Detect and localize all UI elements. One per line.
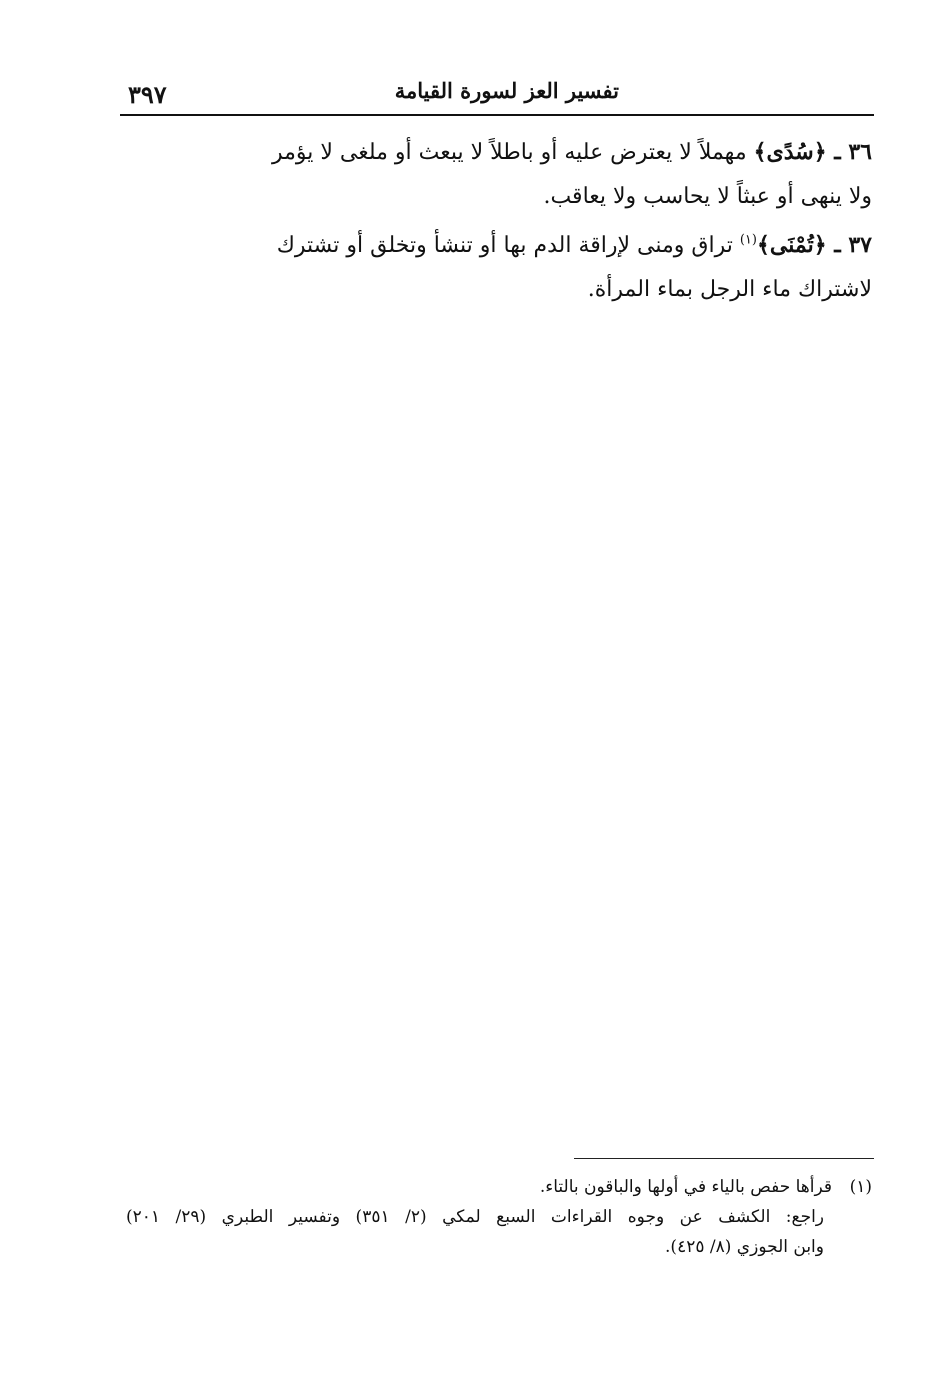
main-text	[126, 130, 872, 316]
footnote-marker: (١)	[849, 1177, 872, 1197]
running-title: تفسير العز لسورة القيامة	[394, 78, 619, 103]
entry-37	[126, 223, 872, 312]
footnote-reference-line	[126, 1202, 872, 1232]
page-header	[120, 72, 874, 112]
entry-dash: ـ	[826, 232, 849, 258]
quran-word: ﴿تُمْنَى﴾	[756, 232, 827, 258]
entry-number: ٣٧	[848, 232, 872, 258]
entry-36	[126, 130, 872, 219]
entry-text-line: لاشتراك ماء الرجل بماء المرأة.	[587, 277, 872, 302]
entry-dash: ـ	[826, 139, 849, 165]
header-rule	[120, 114, 874, 116]
footnote-reference[interactable]: (١)	[739, 232, 757, 248]
footnote-text: قرأها حفص بالياء في أولها والباقون بالتاء.	[539, 1177, 832, 1197]
entry-text-line: تراق ومنى لإراقة الدم بها أو تنشأ وتخلق أو تشترك	[276, 233, 740, 258]
footnote-reference-line	[126, 1232, 872, 1262]
entry-text-line: مهملاً لا يعترض عليه أو باطلاً لا يبعث أو ملغى لا يؤمر	[271, 140, 754, 165]
entry-text-line: ولا ينهى أو عبثاً لا يحاسب ولا يعاقب.	[543, 184, 872, 209]
footnote-divider	[574, 1158, 874, 1159]
quran-word: ﴿سُدًى﴾	[753, 139, 827, 165]
page-number: ٣٩٧	[128, 80, 167, 109]
entry-number: ٣٦	[848, 139, 872, 165]
footnote-1	[126, 1172, 872, 1202]
footnote-text: راجع: الكشف عن وجوه القراءات السبع لمكي (٢/ ٣٥١) وتفسير الطبري (٢٩/ ٢٠١)	[126, 1207, 825, 1227]
footnote-text: وابن الجوزي (٨/ ٤٢٥).	[665, 1237, 824, 1257]
footnotes	[126, 1172, 872, 1262]
